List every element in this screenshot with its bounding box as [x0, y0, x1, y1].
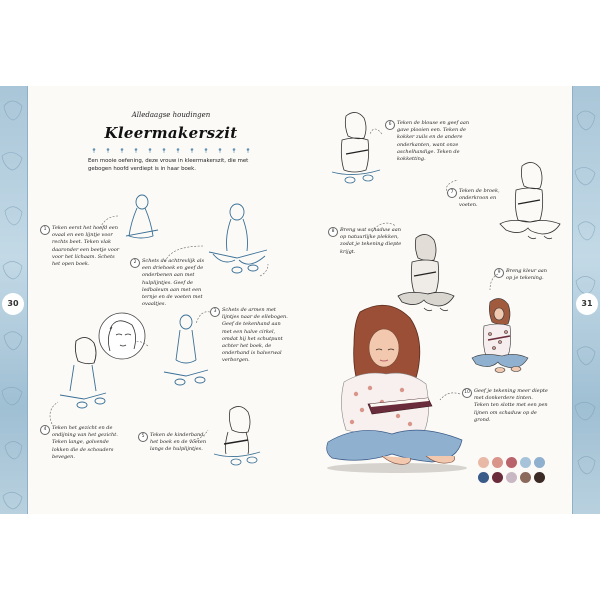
- page-title: Kleermakerszit: [104, 124, 238, 142]
- section-subtitle: Alledaagse houdingen: [131, 111, 211, 119]
- swatch-5: [534, 457, 545, 468]
- step-number: 7: [447, 188, 457, 198]
- step-number: 1: [40, 225, 50, 235]
- swatch-8: [506, 472, 517, 483]
- intro-text: Een mooie oefening, deze vrouw in kleermakerszit, die met gebogen hoofd verdiept is in haar boek.: [88, 158, 249, 172]
- page-number-left: 30: [2, 293, 24, 315]
- step-text: Teken eerst het hoofd een ovaal en een lijntje voor rechts beet. Teken vlak daaronder een beetje voor voor het lichaam. Schets het open boek.: [52, 225, 120, 268]
- swatch-9: [520, 472, 531, 483]
- step-text: Breng kleur aan op je tekening.: [506, 268, 548, 282]
- step-number: 6: [385, 120, 395, 130]
- step-number: 4: [40, 425, 50, 435]
- step-number: 8: [328, 227, 338, 237]
- swatch-3: [506, 457, 517, 468]
- step-text: Schets de achtrevlijk als een driehoek en geef de onderbenen aan met hulplijntjes. Geef de ledbaleum aan met een ternje en de voeten met ovaaltjes.: [142, 258, 205, 308]
- step-text: Teken de broek, onderkroon en voeten.: [459, 188, 500, 209]
- page-number-right: 31: [576, 293, 598, 315]
- step-text: Teken de kinderband, het boek en de voeten langs de hulplijntjes.: [150, 432, 207, 453]
- swatch-1: [478, 457, 489, 468]
- step-number: 9: [494, 268, 504, 278]
- step-number: 5: [138, 432, 148, 442]
- step-number: 3: [210, 307, 220, 317]
- swatch-6: [478, 472, 489, 483]
- step-text: Geef je tekening meer diepte met donkerdere tinten. Teken ten slotte met een pen lijnen om schaduw op de grond.: [474, 388, 548, 423]
- step-text: Teken het gezicht en de ondijning van het gezicht. Teken lange, golvende lokken die de schouders bevegen.: [52, 425, 118, 460]
- step-text: Teken de blouse en geef aan gave plooien een. Teken de kokker zuils en de andere onderkanten, want onze aschelhandige. Teken de kokketting.: [397, 120, 470, 163]
- swatch-7: [492, 472, 503, 483]
- swatch-4: [520, 457, 531, 468]
- swatch-2: [492, 457, 503, 468]
- step-text: Breng wat schaduw aan op natuurlijke plekken, zodat je tekening diepte krijgt.: [340, 227, 402, 255]
- step-number: 10: [462, 388, 472, 398]
- swatch-10: [534, 472, 545, 483]
- step-text: Schets de armen met lijntjes naar de ellebogen. Geef de tekenhand aan met een halve cirkel, omdat hij het schutpunt achter het boek, de onderhand is halverwal verborgen.: [222, 307, 288, 364]
- step-number: 2: [130, 258, 140, 268]
